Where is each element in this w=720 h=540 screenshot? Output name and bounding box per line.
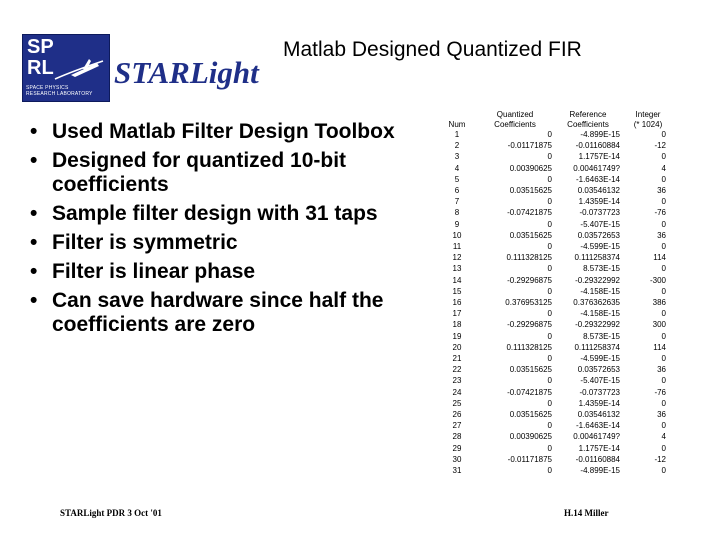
cell-reference: -0.0737723 [579, 208, 620, 218]
cell-num: 11 [452, 242, 462, 252]
bullet-dot: • [30, 120, 38, 143]
table-row [438, 174, 674, 185]
cell-num: 7 [454, 197, 460, 207]
cell-integer: -76 [654, 387, 666, 397]
table-row [438, 398, 674, 409]
cell-num: 2 [454, 141, 460, 151]
cell-integer: 36 [657, 230, 666, 240]
table-row [438, 431, 674, 442]
cell-reference: 0.03546132 [577, 186, 620, 196]
cell-num: 19 [452, 331, 462, 341]
cell-integer: 36 [657, 410, 666, 420]
table-row [438, 375, 674, 386]
table-row [438, 297, 674, 308]
cell-reference: -5.407E-15 [580, 219, 620, 229]
bullet-text: Sample filter design with 31 taps [52, 202, 378, 225]
cell-integer: 0 [661, 130, 666, 139]
cell-reference: -1.6463E-14 [575, 421, 620, 431]
cell-reference: 0.03572653 [577, 365, 620, 375]
cell-quantized: -0.07421875 [507, 387, 552, 397]
cell-reference: -0.29322992 [575, 320, 620, 330]
cell-reference: -1.6463E-14 [575, 174, 620, 184]
bullet-text: Filter is linear phase [52, 260, 256, 283]
cell-quantized: 0 [547, 354, 552, 364]
cell-num: 23 [452, 376, 462, 386]
cell-integer: -12 [654, 454, 666, 464]
logo-letters-bottom: RL [27, 57, 54, 79]
table-row [438, 342, 674, 353]
bullet-dot: • [30, 202, 38, 225]
cell-quantized: 0 [547, 152, 552, 162]
cell-num: 20 [452, 342, 462, 352]
cell-quantized: 0.111328125 [506, 342, 552, 352]
cell-integer: 0 [661, 197, 666, 207]
cell-quantized: 0.03515625 [509, 410, 552, 420]
cell-integer: 114 [653, 342, 666, 352]
cell-reference: -0.01160884 [575, 454, 620, 464]
cell-num: 25 [452, 398, 462, 408]
table-header-row [438, 110, 674, 129]
table-row [438, 263, 674, 274]
footer-right: H.14 Miller [564, 508, 609, 518]
cell-num: 6 [454, 186, 460, 196]
cell-reference: 0.03572653 [577, 230, 620, 240]
table-row [438, 207, 674, 218]
cell-num: 3 [454, 152, 460, 162]
table-row [438, 308, 674, 319]
cell-integer: 0 [661, 443, 666, 453]
cell-reference: 0.111258374 [574, 253, 620, 263]
cell-num: 15 [452, 286, 462, 296]
table-row [438, 252, 674, 263]
cell-quantized: 0.111328125 [506, 253, 552, 263]
table-row [438, 196, 674, 207]
header-quantized: Quantized Coefficients [494, 110, 536, 129]
cell-num: 27 [452, 421, 462, 431]
bullet-item [30, 202, 435, 226]
cell-num: 8 [454, 208, 460, 218]
cell-reference: 1.1757E-14 [578, 152, 620, 162]
table-row [438, 465, 674, 476]
cell-quantized: 0 [547, 398, 552, 408]
cell-reference: -0.29322992 [575, 275, 620, 285]
cell-quantized: -0.01171875 [507, 141, 552, 151]
cell-reference: -0.0737723 [579, 387, 620, 397]
table-row [438, 319, 674, 330]
bullet-item [30, 289, 435, 337]
cell-reference: -4.599E-15 [580, 242, 620, 252]
cell-quantized: 0 [547, 174, 552, 184]
table-row [438, 275, 674, 286]
cell-integer: 0 [661, 286, 666, 296]
table-row [438, 241, 674, 252]
bullet-text: Can save hardware since half the coefficients are zero [52, 289, 384, 336]
table-row [438, 151, 674, 162]
logo-subtitle-1: SPACE PHYSICS [26, 85, 69, 91]
table-row [438, 353, 674, 364]
bullet-item [30, 120, 435, 144]
cell-num: 29 [452, 443, 462, 453]
cell-num: 12 [452, 253, 462, 263]
table-row [438, 140, 674, 151]
cell-num: 24 [452, 387, 462, 397]
cell-reference: -4.899E-15 [580, 130, 620, 139]
cell-reference: 8.573E-15 [583, 331, 620, 341]
bullet-list [30, 120, 435, 342]
cell-integer: 0 [661, 309, 666, 319]
cell-quantized: 0 [547, 197, 552, 207]
logo-letters-top: SP [27, 36, 54, 58]
bullet-item [30, 149, 435, 197]
cell-integer: -12 [654, 141, 666, 151]
footer-left: STARLight PDR 3 Oct '01 [60, 508, 162, 518]
cell-num: 21 [452, 354, 462, 364]
bullet-dot: • [30, 289, 38, 312]
cell-integer: 0 [661, 242, 666, 252]
bullet-text: Designed for quantized 10-bit coefficients [52, 149, 347, 196]
table-row [438, 364, 674, 375]
cell-integer: 0 [661, 466, 666, 476]
starlight-wordmark: STARLight [114, 55, 259, 90]
cell-quantized: 0 [547, 264, 552, 274]
cell-reference: 0.111258374 [574, 342, 620, 352]
cell-reference: 0.00461749? [573, 432, 620, 442]
bullet-item [30, 231, 435, 255]
cell-quantized: 0.00390625 [509, 163, 552, 173]
cell-quantized: -0.29296875 [507, 320, 552, 330]
cell-quantized: 0 [547, 130, 552, 139]
table-row [438, 129, 674, 140]
cell-num: 28 [452, 432, 462, 442]
cell-reference: -4.899E-15 [580, 466, 620, 476]
cell-quantized: 0 [547, 421, 552, 431]
cell-quantized: -0.07421875 [507, 208, 552, 218]
table-row [438, 230, 674, 241]
cell-num: 31 [452, 466, 462, 476]
cell-reference: -0.01160884 [575, 141, 620, 151]
cell-quantized: 0.03515625 [509, 230, 552, 240]
table-row [438, 443, 674, 454]
cell-num: 22 [452, 365, 462, 375]
cell-quantized: 0 [547, 219, 552, 229]
bullet-dot: • [30, 149, 38, 172]
cell-quantized: 0.03515625 [509, 365, 552, 375]
cell-quantized: 0 [547, 309, 552, 319]
table-row [438, 185, 674, 196]
cell-integer: 0 [661, 354, 666, 364]
cell-integer: 0 [661, 264, 666, 274]
cell-integer: 4 [661, 163, 666, 173]
bullet-item [30, 260, 435, 284]
cell-quantized: 0 [547, 466, 552, 476]
cell-num: 14 [452, 275, 462, 285]
cell-reference: 1.4359E-14 [578, 197, 620, 207]
cell-integer: 0 [661, 219, 666, 229]
cell-quantized: 0 [547, 376, 552, 386]
cell-num: 10 [452, 230, 462, 240]
table-row [438, 286, 674, 297]
table-row [438, 219, 674, 230]
cell-integer: 300 [652, 320, 666, 330]
cell-integer: -76 [654, 208, 666, 218]
cell-integer: 0 [661, 376, 666, 386]
cell-num: 26 [452, 410, 462, 420]
cell-integer: 0 [661, 152, 666, 162]
header-integer: Integer (* 1024) [633, 110, 663, 129]
cell-integer: 386 [652, 298, 666, 308]
header-reference: Reference Coefficients [567, 110, 609, 129]
cell-num: 9 [454, 219, 460, 229]
cell-quantized: 0 [547, 331, 552, 341]
spsl-logo [22, 34, 110, 102]
table-row [438, 163, 674, 174]
cell-reference: 0.376362635 [573, 298, 620, 308]
table-row [438, 409, 674, 420]
cell-reference: -5.407E-15 [580, 376, 620, 386]
cell-integer: 0 [661, 331, 666, 341]
shuttle-icon [53, 57, 107, 83]
logo-subtitle-2: RESEARCH LABORATORY [26, 91, 93, 97]
cell-integer: 0 [661, 421, 666, 431]
cell-quantized: 0.00390625 [509, 432, 552, 442]
cell-reference: 1.4359E-14 [578, 398, 620, 408]
bullet-dot: • [30, 260, 38, 283]
cell-reference: 0.03546132 [577, 410, 620, 420]
cell-reference: 8.573E-15 [583, 264, 620, 274]
cell-quantized: -0.29296875 [507, 275, 552, 285]
cell-integer: 36 [657, 186, 666, 196]
table-body [438, 129, 674, 476]
cell-integer: 0 [661, 398, 666, 408]
cell-num: 4 [454, 163, 460, 173]
cell-integer: 0 [661, 174, 666, 184]
slide-title: Matlab Designed Quantized FIR [283, 38, 582, 61]
cell-quantized: 0.376953125 [505, 298, 552, 308]
cell-integer: -300 [649, 275, 666, 285]
bullet-dot: • [30, 231, 38, 254]
coefficient-table [438, 110, 674, 476]
cell-integer: 114 [653, 253, 666, 263]
cell-num: 5 [454, 174, 460, 184]
cell-integer: 4 [661, 432, 666, 442]
cell-reference: 1.1757E-14 [578, 443, 620, 453]
bullet-text: Filter is symmetric [52, 231, 238, 254]
table-row [438, 420, 674, 431]
table-row [438, 331, 674, 342]
table-row [438, 454, 674, 465]
table-row [438, 387, 674, 398]
cell-num: 17 [452, 309, 462, 319]
cell-integer: 36 [657, 365, 666, 375]
cell-num: 1 [454, 130, 460, 139]
cell-reference: -4.158E-15 [580, 286, 620, 296]
cell-reference: -4.158E-15 [580, 309, 620, 319]
cell-num: 13 [452, 264, 462, 274]
cell-reference: -4.599E-15 [580, 354, 620, 364]
cell-quantized: 0 [547, 242, 552, 252]
cell-num: 18 [452, 320, 462, 330]
header-num: Num [448, 119, 466, 129]
cell-quantized: 0.03515625 [509, 186, 552, 196]
bullet-text: Used Matlab Filter Design Toolbox [52, 120, 395, 143]
cell-quantized: -0.01171875 [507, 454, 552, 464]
cell-quantized: 0 [547, 286, 552, 296]
cell-num: 16 [452, 298, 462, 308]
cell-quantized: 0 [547, 443, 552, 453]
cell-num: 30 [452, 454, 462, 464]
cell-reference: 0.00461749? [573, 163, 620, 173]
